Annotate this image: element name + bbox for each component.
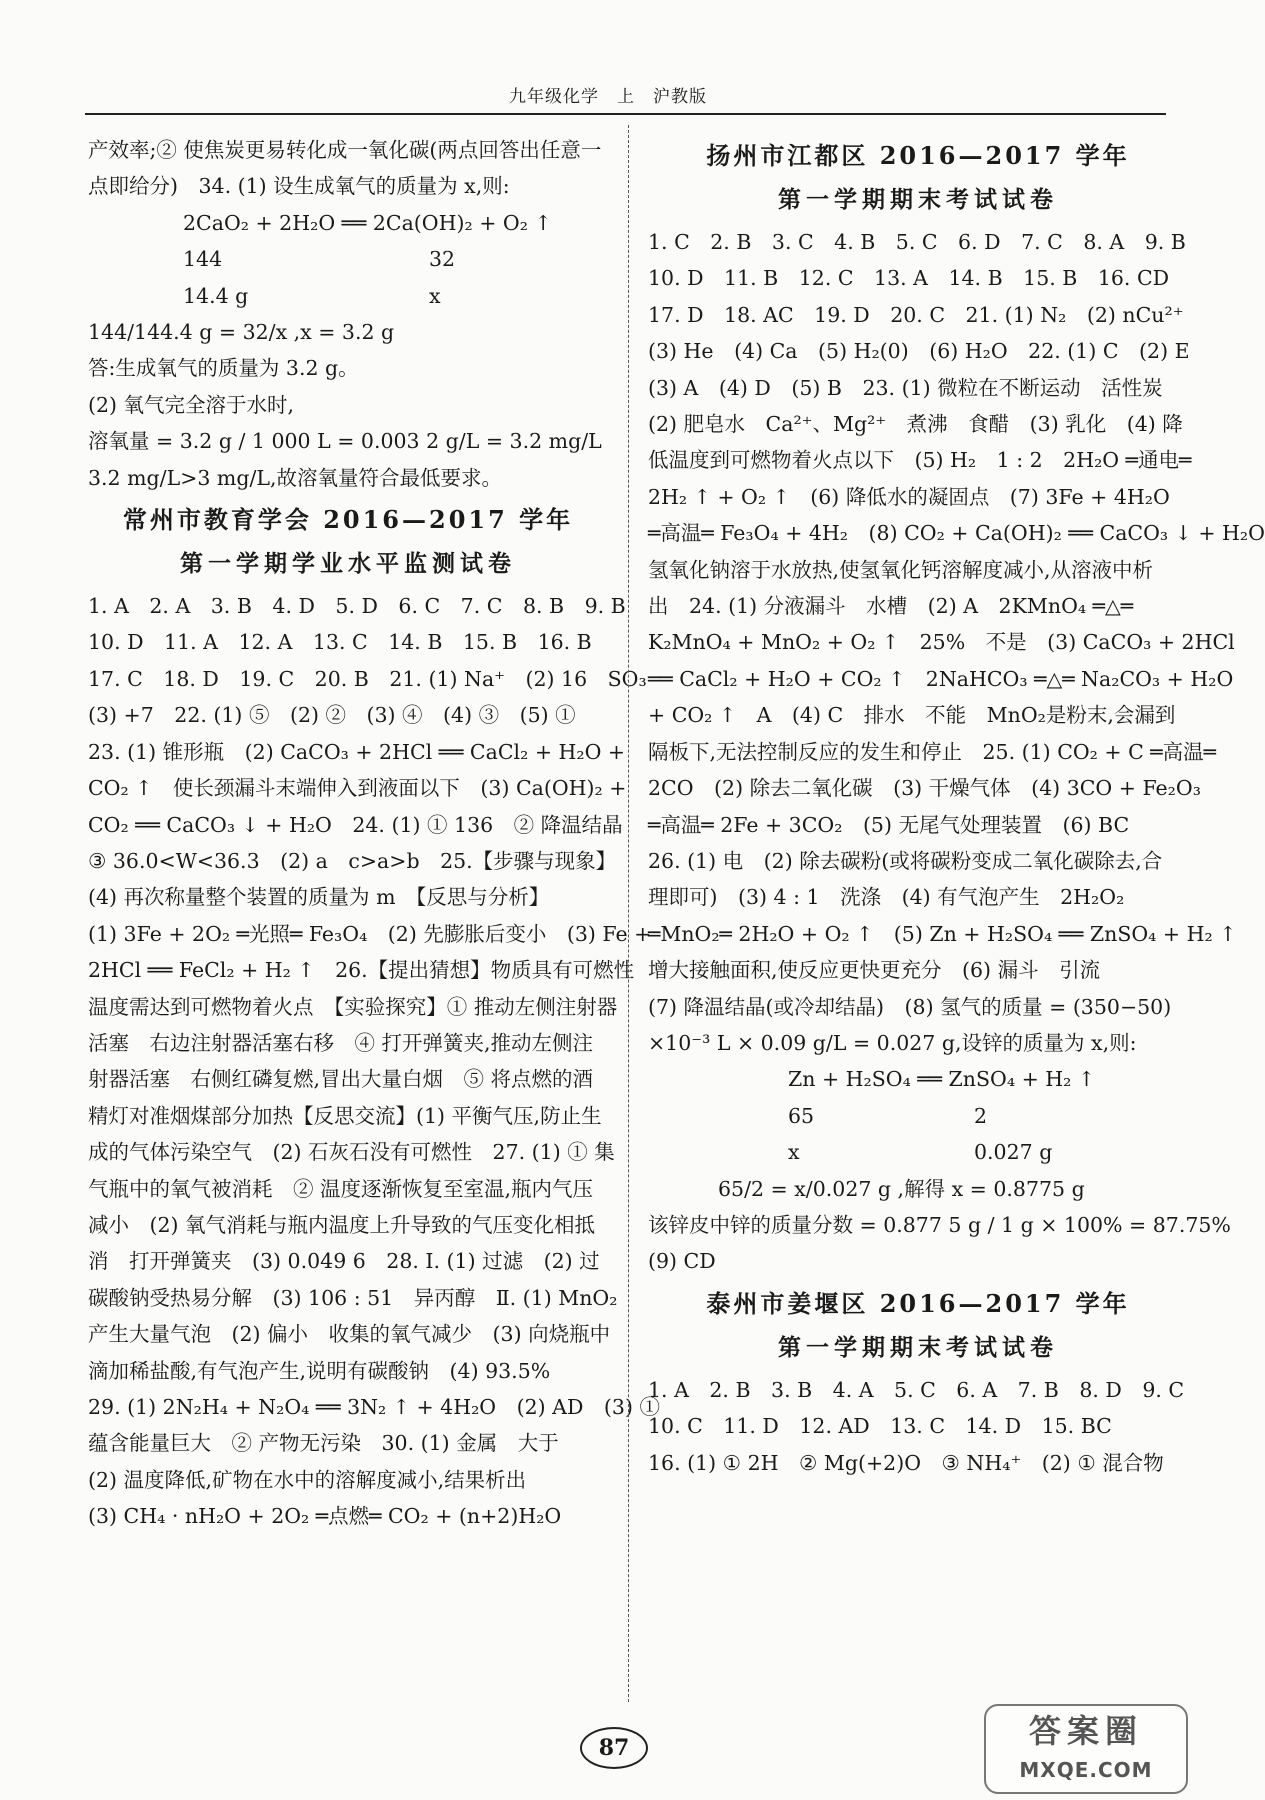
watermark-logo bbox=[984, 1704, 1188, 1794]
answer-line: (3) A (4) D (5) B 23. (1) 微粒在不断运动 活性炭 bbox=[648, 375, 1163, 400]
answer-line: 产生大量气泡 (2) 偏小 收集的氧气减少 (3) 向烧瓶中 bbox=[88, 1322, 611, 1347]
section-subtitle: 第一学期期末考试试卷 bbox=[778, 1333, 1058, 1361]
answer-line: (3) He (4) Ca (5) H₂(0) (6) H₂O 22. (1) C (2) E bbox=[648, 339, 1190, 364]
mass-value: x bbox=[429, 283, 441, 308]
left-column bbox=[88, 132, 660, 1690]
calculation: 144/144.4 g = 32/x ,x = 3.2 g bbox=[88, 320, 395, 345]
answer-line: 温度需达到可燃物着火点 【实验探究】① 推动左侧注射器 bbox=[88, 994, 618, 1019]
answer-line: 滴加稀盐酸,有气泡产生,说明有碳酸钠 (4) 93.5% bbox=[88, 1358, 551, 1383]
header-rule bbox=[85, 113, 1166, 115]
answer-line: (1) 3Fe + 2O₂ ═光照═ Fe₃O₄ (2) 先膨胀后变小 (3) Fe + bbox=[88, 921, 652, 946]
answer-line: 蕴含能量巨大 ② 产物无污染 30. (1) 金属 大于 bbox=[88, 1431, 559, 1456]
answer-line: 23. (1) 锥形瓶 (2) CaCO₃ + 2HCl ══ CaCl₂ + H₂O + bbox=[88, 739, 626, 764]
answer-line: 10. D 11. A 12. A 13. C 14. B 15. B 16. B bbox=[88, 630, 592, 655]
answer-line: ═高温═ Fe₃O₄ + 4H₂ (8) CO₂ + Ca(OH)₂ ══ CaCO₃ ↓ + H₂O bbox=[648, 521, 1265, 546]
answer-line: 理即可) (3) 4 : 1 洗涤 (4) 有气泡产生 2H₂O₂ bbox=[648, 885, 1125, 910]
calculation: 65/2 = x/0.027 g ,解得 x = 0.8775 g bbox=[718, 1176, 1085, 1201]
calculation: 溶氧量 = 3.2 g / 1 000 L = 0.003 2 g/L = 3.2 mg/L bbox=[88, 429, 602, 454]
answer-line: 氢氧化钠溶于水放热,使氢氧化钙溶解度减小,从溶液中析 bbox=[648, 557, 1154, 582]
section-subtitle: 第一学期学业水平监测试卷 bbox=[180, 550, 516, 578]
answer-line: (4) 再次称量整个装置的质量为 m 【反思与分析】 bbox=[88, 885, 550, 910]
answer-line: 减小 (2) 氧气消耗与瓶内温度上升导致的气压变化相抵 bbox=[88, 1212, 596, 1237]
answer-line: 活塞 右边注射器活塞右移 ④ 打开弹簧夹,推动左侧注 bbox=[88, 1030, 594, 1055]
answer-line: (2) 肥皂水 Ca²⁺、Mg²⁺ 煮沸 食醋 (3) 乳化 (4) 降 bbox=[648, 412, 1183, 437]
answer-line: (3) CH₄ · nH₂O + 2O₂ ═点燃═ CO₂ + (n+2)H₂O bbox=[88, 1504, 562, 1529]
equation-masses bbox=[88, 241, 608, 277]
answer-line: 16. (1) ① 2H ② Mg(+2)O ③ NH₄⁺ (2) ① 混合物 bbox=[648, 1450, 1164, 1475]
answer-line: 气瓶中的氧气被消耗 ② 温度逐渐恢复至室温,瓶内气压 bbox=[88, 1176, 594, 1201]
section-title: 扬州市江都区 2016—2017 学年 bbox=[706, 141, 1130, 170]
answer-line: (3) +7 22. (1) ⑤ (2) ② (3) ④ (4) ③ (5) ① bbox=[88, 703, 576, 728]
equation-unknowns bbox=[648, 1134, 1188, 1170]
column-divider bbox=[628, 125, 629, 1702]
mass-value: 144 bbox=[183, 247, 223, 272]
equation: 2CaO₂ + 2H₂O ══ 2Ca(OH)₂ + O₂ ↑ bbox=[183, 210, 552, 235]
text-line: 产效率;② 使焦炭更易转化成一氧化碳(两点回答出任意一 bbox=[88, 138, 602, 162]
section-title: 常州市教育学会 2016—2017 学年 bbox=[122, 505, 574, 535]
answer-line: CO₂ ══ CaCO₃ ↓ + H₂O 24. (1) ① 136 ② 降温结晶 bbox=[88, 812, 623, 837]
answer-line: 26. (1) 电 (2) 除去碳粉(或将碳粉变成二氧化碳除去,合 bbox=[648, 848, 1163, 873]
answer-line: 精灯对准烟煤部分加热【反思交流】(1) 平衡气压,防止生 bbox=[88, 1103, 602, 1128]
answer-line: (2) 温度降低,矿物在水中的溶解度减小,结果析出 bbox=[88, 1467, 527, 1492]
mass-value: 2 bbox=[974, 1103, 988, 1128]
answer-line: ══ CaCl₂ + H₂O + CO₂ ↑ 2NaHCO₃ ═△═ Na₂CO₃ + H₂O bbox=[648, 666, 1234, 691]
answer-line: 17. D 18. AC 19. D 20. C 21. (1) N₂ (2) nCu²⁺ bbox=[648, 302, 1184, 327]
answer-line: 29. (1) 2N₂H₄ + N₂O₄ ══ 3N₂ ↑ + 4H₂O (2) AD (3) ① bbox=[88, 1395, 660, 1419]
section-title: 泰州市姜堰区 2016—2017 学年 bbox=[706, 1288, 1130, 1318]
answer-line: 增大接触面积,使反应更快更充分 (6) 漏斗 引流 bbox=[648, 958, 1101, 983]
mass-value: 65 bbox=[788, 1103, 815, 1128]
answer-line: 10. C 11. D 12. AD 13. C 14. D 15. BC bbox=[648, 1414, 1112, 1439]
answer-line: 碳酸钠受热易分解 (3) 106 : 51 异丙醇 Ⅱ. (1) MnO₂ bbox=[88, 1285, 618, 1310]
answer-line: 17. C 18. D 19. C 20. B 21. (1) Na⁺ (2) 16 SO₃ bbox=[88, 666, 647, 691]
page-number: 87 bbox=[580, 1727, 648, 1769]
answer-line: 1. A 2. A 3. B 4. D 5. D 6. C 7. C 8. B 9. B bbox=[88, 594, 626, 619]
conclusion: 3.2 mg/L>3 mg/L,故溶氧量符合最低要求。 bbox=[88, 465, 503, 490]
answer-line: K₂MnO₄ + MnO₂ + O₂ ↑ 25% 不是 (3) CaCO₃ + 2HCl bbox=[648, 630, 1235, 655]
answer-line: 低温度到可燃物着火点以下 (5) H₂ 1 : 2 2H₂O ═通电═ bbox=[648, 448, 1192, 473]
answer-line: 10. D 11. B 12. C 13. A 14. B 15. B 16. CD bbox=[648, 266, 1170, 291]
text-line: (2) 氧气完全溶于水时, bbox=[88, 392, 295, 417]
watermark-url: MXQE.COM bbox=[1019, 1758, 1153, 1782]
answer-line: 2HCl ══ FeCl₂ + H₂ ↑ 26.【提出猜想】物质具有可燃性 bbox=[88, 958, 635, 983]
answer-line: 射器活塞 右侧红磷复燃,冒出大量白烟 ⑤ 将点燃的酒 bbox=[88, 1067, 594, 1092]
answer-line: 出 24. (1) 分液漏斗 水槽 (2) A 2KMnO₄ ═△═ bbox=[648, 594, 1134, 619]
answer-line: + CO₂ ↑ A (4) C 排水 不能 MnO₂是粉末,会漏到 bbox=[648, 703, 1176, 728]
answer-line: CO₂ ↑ 使长颈漏斗末端伸入到液面以下 (3) Ca(OH)₂ + bbox=[88, 776, 627, 801]
watermark-text: 答案圈 bbox=[1028, 1712, 1143, 1750]
answer-line: ═MnO₂═ 2H₂O + O₂ ↑ (5) Zn + H₂SO₄ ══ ZnSO₄ + H₂ ↑ bbox=[648, 921, 1237, 946]
right-column bbox=[648, 132, 1265, 1690]
answer-line: ═高温═ 2Fe + 3CO₂ (5) 无尾气处理装置 (6) BC bbox=[648, 812, 1130, 837]
answer-line: 成的气体污染空气 (2) 石灰石没有可燃性 27. (1) ① 集 bbox=[88, 1140, 615, 1165]
equation-masses bbox=[648, 1098, 1188, 1134]
answer-line: (9) CD bbox=[648, 1249, 716, 1274]
answer: 答:生成氧气的质量为 3.2 g。 bbox=[88, 356, 359, 381]
answer-line: ③ 36.0<W<36.3 (2) a c>a>b 25.【步骤与现象】 bbox=[88, 848, 617, 873]
mass-value: 0.027 g bbox=[974, 1140, 1053, 1165]
answer-line: (7) 降温结晶(或冷却结晶) (8) 氢气的质量 = (350−50) bbox=[648, 994, 1172, 1019]
calculation: 该锌皮中锌的质量分数 = 0.877 5 g / 1 g × 100% = 87.75% bbox=[648, 1212, 1231, 1237]
mass-value: 32 bbox=[429, 247, 456, 272]
answer-line: 2CO (2) 除去二氧化碳 (3) 干燥气体 (4) 3CO + Fe₂O₃ bbox=[648, 776, 1201, 801]
page-header: 九年级化学 上 沪教版 bbox=[509, 87, 707, 107]
answer-line: 1. C 2. B 3. C 4. B 5. C 6. D 7. C 8. A 9. B bbox=[648, 230, 1186, 254]
answer-line: 1. A 2. B 3. B 4. A 5. C 6. A 7. B 8. D 9. C bbox=[648, 1377, 1185, 1402]
equation: Zn + H₂SO₄ ══ ZnSO₄ + H₂ ↑ bbox=[788, 1067, 1096, 1092]
mass-value: 14.4 g bbox=[183, 283, 249, 308]
equation-unknowns bbox=[88, 278, 608, 314]
mass-value: x bbox=[788, 1140, 800, 1165]
section-subtitle: 第一学期期末考试试卷 bbox=[778, 186, 1058, 213]
answer-line: 消 打开弹簧夹 (3) 0.049 6 28. Ⅰ. (1) 过滤 (2) 过 bbox=[88, 1249, 600, 1274]
answer-line: 隔板下,无法控制反应的发生和停止 25. (1) CO₂ + C ═高温═ bbox=[648, 739, 1216, 764]
text-line: 点即给分) 34. (1) 设生成氧气的质量为 x,则: bbox=[88, 174, 510, 199]
answer-line: ×10⁻³ L × 0.09 g/L = 0.027 g,设锌的质量为 x,则: bbox=[648, 1030, 1137, 1055]
answer-line: 2H₂ ↑ + O₂ ↑ (6) 降低水的凝固点 (7) 3Fe + 4H₂O bbox=[648, 484, 1170, 509]
